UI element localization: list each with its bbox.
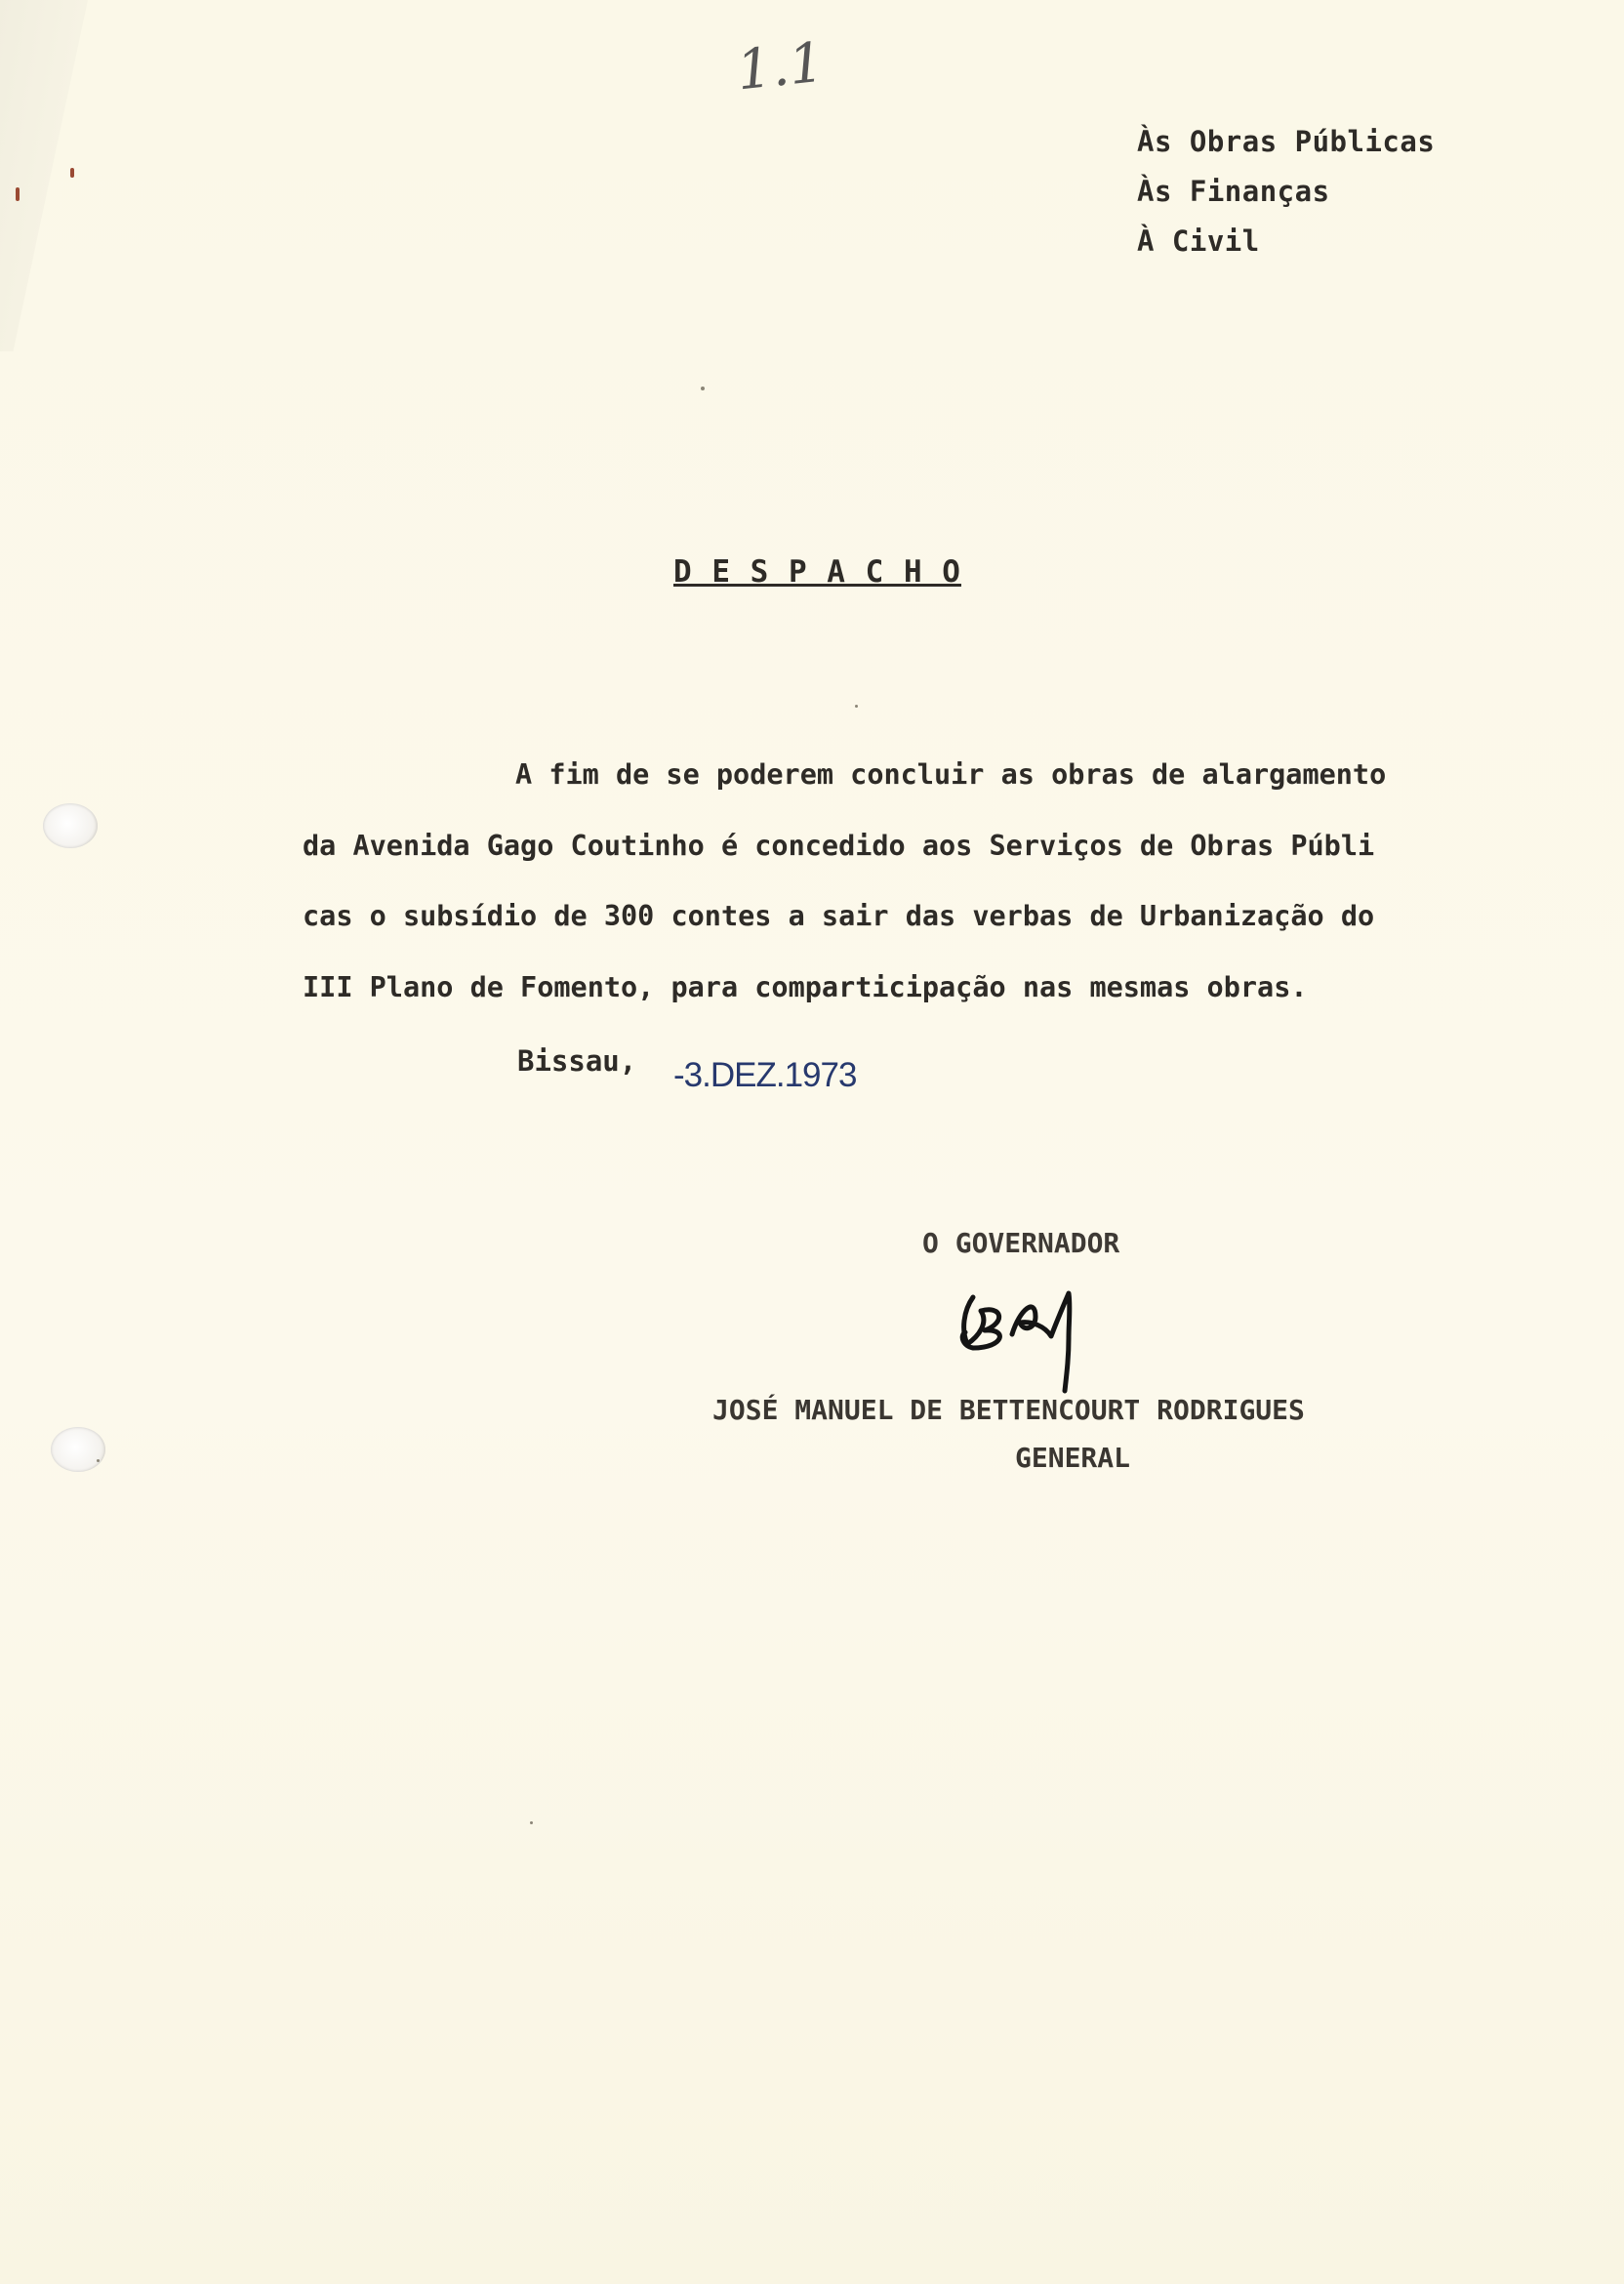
folded-corner (0, 0, 88, 351)
place-name: Bissau, (517, 1044, 637, 1078)
signatory-title: O GOVERNADOR (922, 1227, 1120, 1259)
date-stamp: -3.DEZ.1973 (673, 1056, 857, 1094)
paper-speck (530, 1821, 533, 1824)
rust-mark (70, 168, 74, 178)
body-line: cas o subsídio de 300 contes a sair das verbas de Urbanização do (303, 900, 1375, 932)
routing-line-civil: À Civil (1137, 224, 1260, 258)
signatory-name: JOSÉ MANUEL DE BETTENCOURT RODRIGUES (712, 1394, 1305, 1426)
folio-number: 1.1 (733, 30, 828, 103)
routing-list (1137, 117, 1435, 266)
paper-speck (701, 387, 705, 390)
rust-mark (16, 187, 20, 201)
routing-line-obras-publicas: Às Obras Públicas (1137, 125, 1436, 158)
body-line: III Plano de Fomento, para comparticipação nas mesmas obras. (303, 970, 1308, 1003)
paper-speck (97, 1459, 100, 1462)
paper-speck (855, 705, 858, 708)
routing-line-financas: Às Finanças (1137, 175, 1330, 208)
punch-hole (51, 1427, 105, 1472)
punch-hole (43, 803, 98, 848)
body-line: A fim de se poderem concluir as obras de alargamento (515, 758, 1387, 791)
handwritten-signature (952, 1264, 1137, 1410)
signatory-rank: GENERAL (1015, 1442, 1131, 1474)
body-paragraph (303, 740, 1474, 1023)
document-heading: D E S P A C H O (673, 554, 961, 590)
body-line: da Avenida Gago Coutinho é concedido aos Serviços de Obras Públi (303, 829, 1375, 862)
